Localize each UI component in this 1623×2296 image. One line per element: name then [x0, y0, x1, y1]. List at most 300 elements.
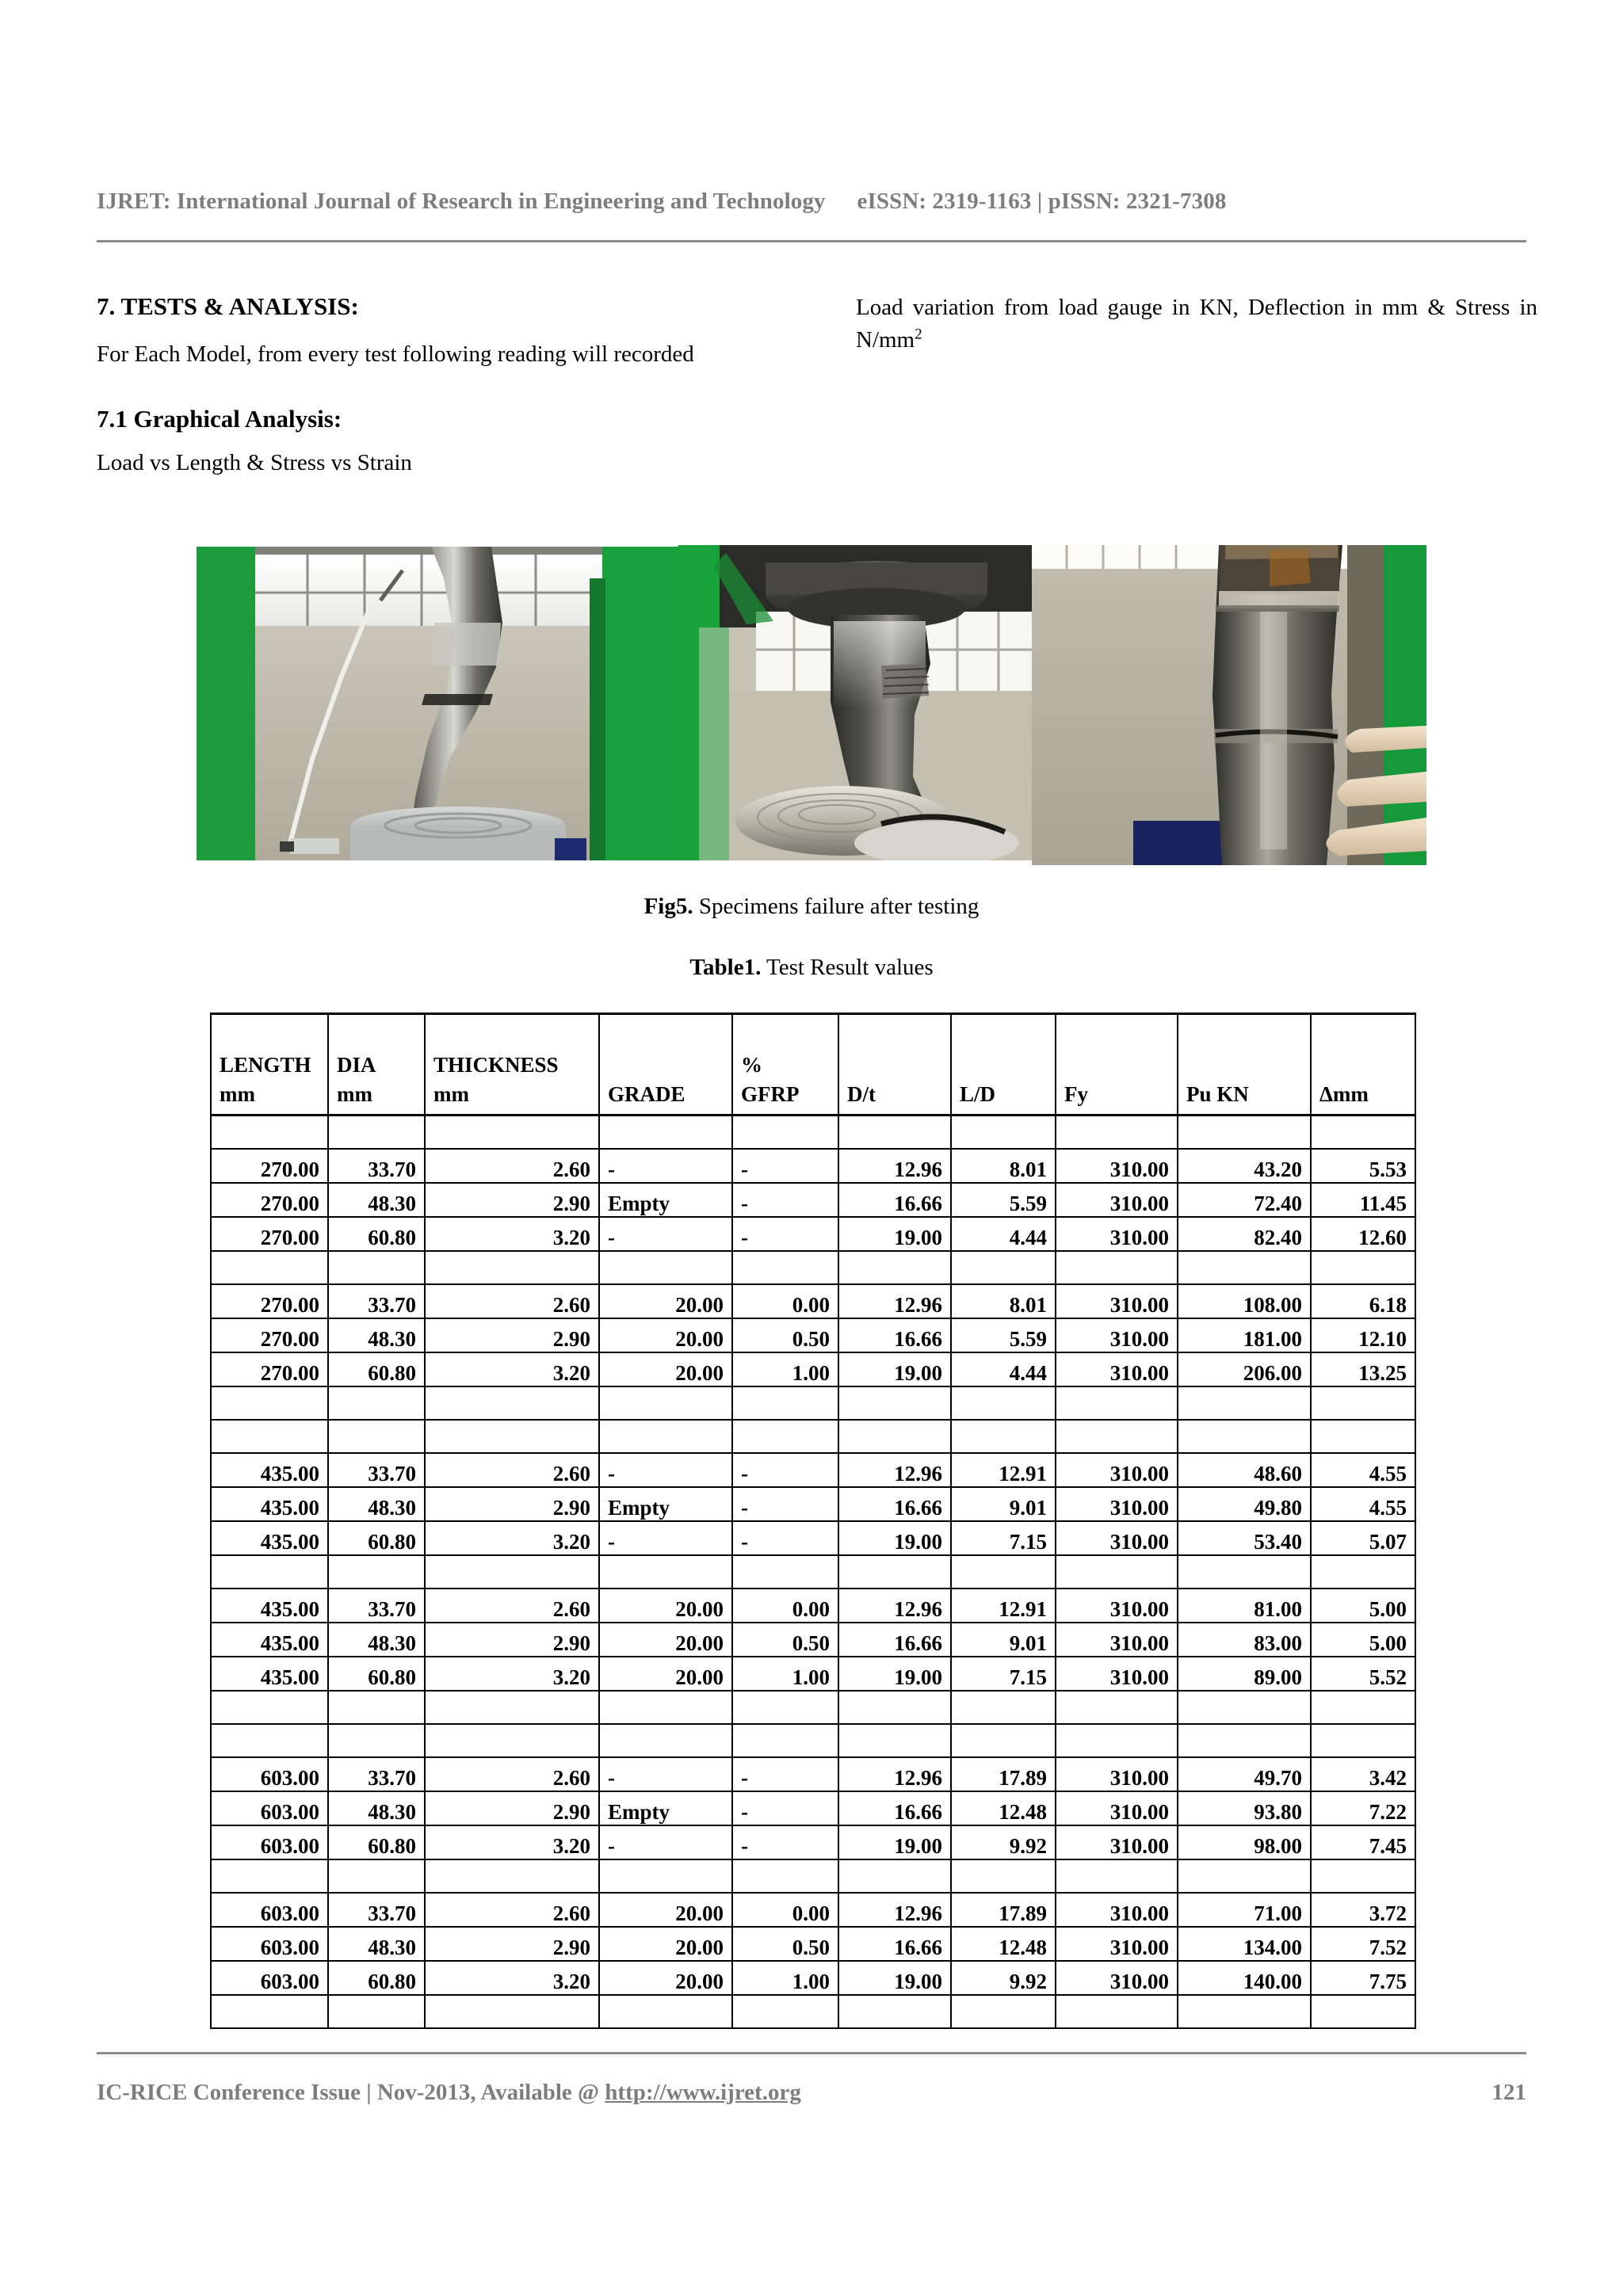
table-cell: 270.00 [211, 1183, 328, 1217]
column-header-line2-4: GFRP [741, 1081, 800, 1106]
table-cell: 310.00 [1056, 1791, 1178, 1825]
table-cell: 7.22 [1311, 1791, 1415, 1825]
spacer-cell [1178, 1251, 1311, 1284]
spacer-cell [1311, 1724, 1415, 1757]
spacer-cell [951, 1724, 1056, 1757]
table-row [211, 1521, 1415, 1555]
table-cell: 0.50 [732, 1623, 838, 1657]
table-cell: 12.96 [838, 1589, 951, 1623]
table-cell: 16.66 [838, 1791, 951, 1825]
table-spacer-row [211, 1116, 1415, 1149]
table-cell: 3.20 [425, 1657, 599, 1691]
spacer-cell [211, 1386, 328, 1420]
table-cell: 3.20 [425, 1521, 599, 1555]
spacer-cell [1178, 1859, 1311, 1893]
table-cell: 134.00 [1178, 1927, 1311, 1961]
left-column [97, 292, 794, 479]
table-spacer-row [211, 1386, 1415, 1420]
table-cell: 9.01 [951, 1623, 1056, 1657]
footer-conference-text: IC-RICE Conference Issue | Nov-2013, Available @ [97, 2080, 605, 2105]
table-cell: 310.00 [1056, 1183, 1178, 1217]
spacer-cell [425, 1251, 599, 1284]
table-cell: 181.00 [1178, 1318, 1311, 1352]
column-header-line1-7 [1064, 1053, 1070, 1077]
table-cell: - [732, 1149, 838, 1183]
table-cell: 140.00 [1178, 1961, 1311, 1995]
table-cell: 60.80 [328, 1961, 425, 1995]
spacer-cell [425, 1386, 599, 1420]
table-cell: 7.15 [951, 1521, 1056, 1555]
table-cell: 71.00 [1178, 1893, 1311, 1927]
column-header-9 [1311, 1014, 1415, 1116]
column-header-line1-0: LENGTH [220, 1052, 311, 1077]
spacer-cell [732, 1555, 838, 1589]
spacer-cell [951, 1386, 1056, 1420]
spacer-cell [211, 1995, 328, 2028]
table-row [211, 1893, 1415, 1927]
footer-url-link[interactable]: http://www.ijret.org [605, 2080, 801, 2105]
table-cell: 53.40 [1178, 1521, 1311, 1555]
table-cell: 1.00 [732, 1657, 838, 1691]
table-cell: 2.60 [425, 1757, 599, 1791]
table-cell: 13.25 [1311, 1352, 1415, 1386]
table-cell: 19.00 [838, 1521, 951, 1555]
table-cell: 12.96 [838, 1453, 951, 1487]
table-cell: 81.00 [1178, 1589, 1311, 1623]
table-cell: 435.00 [211, 1657, 328, 1691]
spacer-cell [1311, 1995, 1415, 2028]
column-header-line1-8 [1186, 1053, 1192, 1077]
table-cell: 12.96 [838, 1149, 951, 1183]
table-cell: 5.53 [1311, 1149, 1415, 1183]
table-cell: - [599, 1757, 732, 1791]
table-cell: 11.45 [1311, 1183, 1415, 1217]
table-cell: Empty [599, 1487, 732, 1521]
table-cell: 2.90 [425, 1183, 599, 1217]
spacer-cell [1056, 1691, 1178, 1724]
table-cell: 20.00 [599, 1318, 732, 1352]
footer-conference-line [97, 2080, 801, 2106]
table-cell: 20.00 [599, 1893, 732, 1927]
spacer-cell [951, 1859, 1056, 1893]
table-cell: 1.00 [732, 1352, 838, 1386]
table-cell: 20.00 [599, 1657, 732, 1691]
spacer-cell [1178, 1420, 1311, 1453]
column-header-line2-1: mm [337, 1081, 372, 1106]
spacer-cell [1056, 1386, 1178, 1420]
table-cell: 206.00 [1178, 1352, 1311, 1386]
column-header-line2-5: D/t [847, 1081, 876, 1106]
table-row [211, 1453, 1415, 1487]
right-column [856, 292, 1537, 357]
spacer-cell [1056, 1251, 1178, 1284]
table-cell: 20.00 [599, 1589, 732, 1623]
table-cell: 270.00 [211, 1284, 328, 1318]
table-cell: 7.75 [1311, 1961, 1415, 1995]
table-cell: 310.00 [1056, 1757, 1178, 1791]
superscript-two: 2 [915, 326, 922, 343]
table-cell: 19.00 [838, 1961, 951, 1995]
table-cell: 7.45 [1311, 1825, 1415, 1859]
table-cell: 0.00 [732, 1589, 838, 1623]
section-paragraph: For Each Model, from every test following reading will recorded [97, 341, 694, 367]
spacer-cell [328, 1995, 425, 2028]
issn-text: eISSN: 2319-1163 | pISSN: 2321-7308 [857, 189, 1227, 214]
spacer-cell [599, 1724, 732, 1757]
spacer-cell [732, 1420, 838, 1453]
column-header-line1-5 [847, 1053, 853, 1077]
spacer-cell [211, 1251, 328, 1284]
table-row [211, 1318, 1415, 1352]
table-cell: 435.00 [211, 1487, 328, 1521]
table-cell: 2.90 [425, 1927, 599, 1961]
table-cell: 43.20 [1178, 1149, 1311, 1183]
table-cell: - [599, 1149, 732, 1183]
table-cell: 82.40 [1178, 1217, 1311, 1251]
spacer-cell [328, 1116, 425, 1149]
table-row [211, 1961, 1415, 1995]
table-cell: 48.30 [328, 1183, 425, 1217]
table-cell: 33.70 [328, 1149, 425, 1183]
table-cell: - [732, 1217, 838, 1251]
page-number: 121 [1491, 2080, 1526, 2105]
spacer-cell [328, 1691, 425, 1724]
spacer-cell [425, 1420, 599, 1453]
table-row [211, 1217, 1415, 1251]
table-cell: 9.92 [951, 1825, 1056, 1859]
figure-caption-label: Fig5. [643, 894, 693, 919]
running-header [97, 189, 1526, 215]
spacer-cell [951, 1420, 1056, 1453]
spacer-cell [951, 1995, 1056, 2028]
column-header-line2-6: L/D [960, 1081, 996, 1106]
column-header-3 [599, 1014, 732, 1116]
results-table [210, 1013, 1416, 2029]
table-cell: - [599, 1825, 732, 1859]
table-cell: 310.00 [1056, 1318, 1178, 1352]
spacer-cell [599, 1995, 732, 2028]
table-cell: 20.00 [599, 1352, 732, 1386]
spacer-cell [838, 1691, 951, 1724]
column-header-5 [838, 1014, 951, 1116]
table-cell: 310.00 [1056, 1589, 1178, 1623]
table-cell: 603.00 [211, 1757, 328, 1791]
table-cell: - [732, 1487, 838, 1521]
table-cell: 8.01 [951, 1284, 1056, 1318]
spacer-cell [599, 1555, 732, 1589]
table-row [211, 1927, 1415, 1961]
table-cell: 16.66 [838, 1927, 951, 1961]
table-cell: 4.44 [951, 1217, 1056, 1251]
figure-caption [97, 894, 1526, 920]
column-header-7 [1056, 1014, 1178, 1116]
spacer-cell [1311, 1691, 1415, 1724]
subsection-paragraph: Load vs Length & Stress vs Strain [97, 449, 412, 475]
table-cell: 16.66 [838, 1183, 951, 1217]
table-cell: 48.30 [328, 1318, 425, 1352]
table-cell: 48.60 [1178, 1453, 1311, 1487]
table-cell: 60.80 [328, 1352, 425, 1386]
figure-photo-strip [197, 545, 1426, 862]
spacer-cell [951, 1691, 1056, 1724]
spacer-cell [211, 1859, 328, 1893]
table-cell: 89.00 [1178, 1657, 1311, 1691]
spacer-cell [211, 1116, 328, 1149]
table-spacer-row [211, 1859, 1415, 1893]
column-header-line2-9: Δmm [1319, 1081, 1369, 1106]
table-cell: 0.50 [732, 1318, 838, 1352]
table-cell: 310.00 [1056, 1521, 1178, 1555]
table-cell: 3.42 [1311, 1757, 1415, 1791]
footer-rule [97, 2052, 1526, 2054]
spacer-cell [1056, 1420, 1178, 1453]
spacer-cell [211, 1724, 328, 1757]
table-cell: 48.30 [328, 1487, 425, 1521]
table-cell: 310.00 [1056, 1893, 1178, 1927]
table-cell: 270.00 [211, 1352, 328, 1386]
photo-buckled-column-in-press [197, 547, 678, 860]
table-header-row [211, 1014, 1415, 1116]
spacer-cell [1178, 1724, 1311, 1757]
column-header-line1-4: % [741, 1052, 762, 1077]
table-cell: - [599, 1217, 732, 1251]
spacer-cell [1178, 1555, 1311, 1589]
table-cell: 310.00 [1056, 1825, 1178, 1859]
table-cell: - [732, 1521, 838, 1555]
spacer-cell [599, 1251, 732, 1284]
right-text-line2: Stress in N/mm [856, 295, 1538, 353]
spacer-cell [211, 1691, 328, 1724]
table-cell: - [732, 1453, 838, 1487]
spacer-cell [1056, 1995, 1178, 2028]
photo-specimen-held-in-hand [1032, 545, 1426, 865]
table-cell: 270.00 [211, 1149, 328, 1183]
spacer-cell [425, 1555, 599, 1589]
spacer-cell [838, 1251, 951, 1284]
table-cell: 603.00 [211, 1893, 328, 1927]
spacer-cell [838, 1555, 951, 1589]
table-row [211, 1149, 1415, 1183]
spacer-cell [1178, 1995, 1311, 2028]
spacer-cell [1056, 1116, 1178, 1149]
table-row [211, 1757, 1415, 1791]
spacer-cell [599, 1386, 732, 1420]
table-cell: 49.80 [1178, 1487, 1311, 1521]
spacer-cell [425, 1691, 599, 1724]
table-spacer-row [211, 1555, 1415, 1589]
table-cell: 9.01 [951, 1487, 1056, 1521]
table-cell: 19.00 [838, 1352, 951, 1386]
spacer-cell [732, 1386, 838, 1420]
table-row [211, 1657, 1415, 1691]
table-cell: 2.60 [425, 1453, 599, 1487]
spacer-cell [1311, 1555, 1415, 1589]
table-cell: 60.80 [328, 1217, 425, 1251]
subsection-heading-graphical-analysis: 7.1 Graphical Analysis: [97, 404, 342, 433]
table-cell: 1.00 [732, 1961, 838, 1995]
table-cell: 20.00 [599, 1623, 732, 1657]
column-header-4 [732, 1014, 838, 1116]
results-table-wrap [210, 1013, 1415, 2029]
table-cell: 12.91 [951, 1453, 1056, 1487]
spacer-cell [328, 1859, 425, 1893]
table-cell: 4.55 [1311, 1453, 1415, 1487]
table-cell: - [732, 1757, 838, 1791]
table-cell: 60.80 [328, 1521, 425, 1555]
column-header-0 [211, 1014, 328, 1116]
table-cell: 48.30 [328, 1623, 425, 1657]
right-text-line1: Load variation from load gauge in KN, Deflection in mm & [856, 295, 1445, 320]
results-table-body [211, 1116, 1415, 2028]
spacer-cell [732, 1691, 838, 1724]
table-cell: - [732, 1825, 838, 1859]
table-cell: 6.18 [1311, 1284, 1415, 1318]
column-header-1 [328, 1014, 425, 1116]
table-cell: 19.00 [838, 1825, 951, 1859]
column-header-line2-2: mm [433, 1081, 469, 1106]
table-cell: 603.00 [211, 1961, 328, 1995]
table-cell: 310.00 [1056, 1657, 1178, 1691]
table-cell: 2.90 [425, 1487, 599, 1521]
table-cell: 435.00 [211, 1623, 328, 1657]
table-cell: 19.00 [838, 1217, 951, 1251]
table-cell: 19.00 [838, 1657, 951, 1691]
table-cell: 5.00 [1311, 1623, 1415, 1657]
table-cell: 33.70 [328, 1589, 425, 1623]
table-cell: 33.70 [328, 1893, 425, 1927]
table-cell: 12.96 [838, 1284, 951, 1318]
table-cell: 2.90 [425, 1623, 599, 1657]
table-cell: 17.89 [951, 1893, 1056, 1927]
table-cell: 310.00 [1056, 1487, 1178, 1521]
spacer-cell [1311, 1251, 1415, 1284]
spacer-cell [1311, 1859, 1415, 1893]
table-cell: 435.00 [211, 1589, 328, 1623]
figure-caption-text: Specimens failure after testing [693, 894, 980, 919]
section-heading-tests-analysis: 7. TESTS & ANALYSIS: [97, 292, 359, 320]
column-header-8 [1178, 1014, 1311, 1116]
spacer-cell [425, 1995, 599, 2028]
table-cell: 3.20 [425, 1352, 599, 1386]
table-cell: 12.96 [838, 1893, 951, 1927]
table-cell: 310.00 [1056, 1284, 1178, 1318]
table-cell: 48.30 [328, 1791, 425, 1825]
table-cell: 20.00 [599, 1961, 732, 1995]
table-cell: 2.60 [425, 1893, 599, 1927]
table-cell: 2.60 [425, 1284, 599, 1318]
table-cell: 17.89 [951, 1757, 1056, 1791]
spacer-cell [838, 1420, 951, 1453]
spacer-cell [328, 1724, 425, 1757]
table-cell: 2.60 [425, 1149, 599, 1183]
spacer-cell [732, 1859, 838, 1893]
table-cell: 49.70 [1178, 1757, 1311, 1791]
table-cell: 20.00 [599, 1284, 732, 1318]
spacer-cell [1056, 1859, 1178, 1893]
table-cell: 310.00 [1056, 1961, 1178, 1995]
spacer-cell [838, 1995, 951, 2028]
table-cell: 12.48 [951, 1791, 1056, 1825]
table-cell: 310.00 [1056, 1352, 1178, 1386]
spacer-cell [1056, 1555, 1178, 1589]
table-caption-text: Test Result values [761, 955, 934, 980]
table-cell: 603.00 [211, 1825, 328, 1859]
table-cell: 2.60 [425, 1589, 599, 1623]
table-row [211, 1623, 1415, 1657]
table-cell: 5.59 [951, 1318, 1056, 1352]
table-cell: 310.00 [1056, 1149, 1178, 1183]
table-cell: 310.00 [1056, 1927, 1178, 1961]
table-cell: Empty [599, 1183, 732, 1217]
table-cell: 435.00 [211, 1521, 328, 1555]
spacer-cell [328, 1555, 425, 1589]
spacer-cell [425, 1859, 599, 1893]
header-rule [97, 240, 1526, 242]
right-column-paragraph [856, 292, 1537, 357]
spacer-cell [1178, 1691, 1311, 1724]
spacer-cell [732, 1116, 838, 1149]
table-cell: 0.00 [732, 1893, 838, 1927]
table-cell: 7.52 [1311, 1927, 1415, 1961]
table-cell: 4.55 [1311, 1487, 1415, 1521]
table-cell: 3.20 [425, 1825, 599, 1859]
spacer-cell [425, 1724, 599, 1757]
spacer-cell [328, 1420, 425, 1453]
table-row [211, 1825, 1415, 1859]
page-footer [97, 2080, 1526, 2106]
spacer-cell [599, 1116, 732, 1149]
table-cell: 603.00 [211, 1791, 328, 1825]
table-row [211, 1183, 1415, 1217]
table-cell: 93.80 [1178, 1791, 1311, 1825]
column-header-line1-2: THICKNESS [433, 1052, 559, 1077]
table-spacer-row [211, 1420, 1415, 1453]
table-cell: 12.10 [1311, 1318, 1415, 1352]
spacer-cell [1311, 1386, 1415, 1420]
table-spacer-row [211, 1251, 1415, 1284]
table-cell: 60.80 [328, 1825, 425, 1859]
spacer-cell [838, 1116, 951, 1149]
spacer-cell [732, 1251, 838, 1284]
table-cell: 72.40 [1178, 1183, 1311, 1217]
results-table-head [211, 1014, 1415, 1116]
table-cell: 2.90 [425, 1318, 599, 1352]
table-row [211, 1791, 1415, 1825]
spacer-cell [599, 1420, 732, 1453]
table-cell: 603.00 [211, 1927, 328, 1961]
column-header-line1-1: DIA [337, 1052, 376, 1077]
spacer-cell [838, 1386, 951, 1420]
table-cell: 4.44 [951, 1352, 1056, 1386]
column-header-line2-3: GRADE [608, 1081, 685, 1106]
table-cell: 0.50 [732, 1927, 838, 1961]
table-cell: 12.48 [951, 1927, 1056, 1961]
spacer-cell [951, 1251, 1056, 1284]
spacer-cell [732, 1995, 838, 2028]
spacer-cell [1311, 1420, 1415, 1453]
table-cell: 12.96 [838, 1757, 951, 1791]
table-cell: 310.00 [1056, 1217, 1178, 1251]
photo-closeup-press-platen [678, 545, 1032, 860]
table-cell: 16.66 [838, 1318, 951, 1352]
spacer-cell [328, 1386, 425, 1420]
column-header-line2-0: mm [220, 1081, 255, 1106]
column-header-2 [425, 1014, 599, 1116]
spacer-cell [599, 1691, 732, 1724]
table-cell: 270.00 [211, 1217, 328, 1251]
table-cell: 33.70 [328, 1757, 425, 1791]
spacer-cell [599, 1859, 732, 1893]
